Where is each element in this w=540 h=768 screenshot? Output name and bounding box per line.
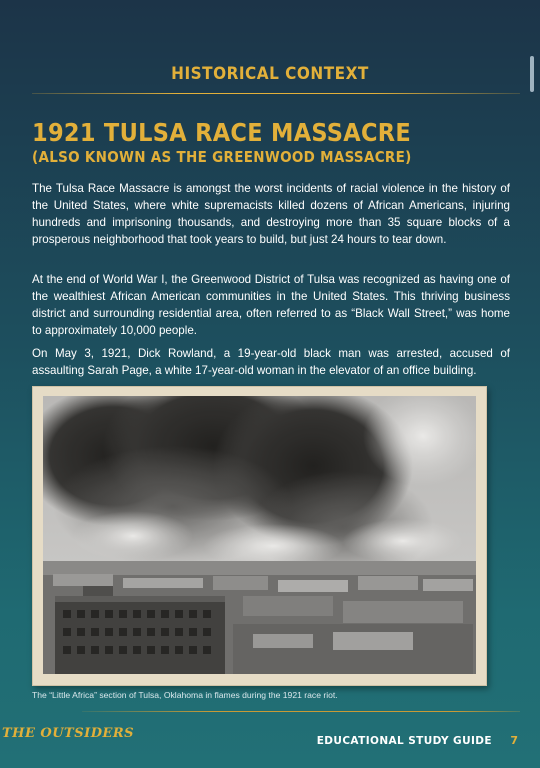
header-divider bbox=[32, 93, 520, 94]
footer-guide-label: EDUCATIONAL STUDY GUIDE bbox=[316, 735, 492, 747]
historical-photo bbox=[32, 386, 487, 686]
page-number: 7 bbox=[510, 734, 518, 747]
photo-caption: The “Little Africa” section of Tulsa, Oklahoma in flames during the 1921 race riot. bbox=[32, 690, 338, 700]
outsiders-logo bbox=[2, 726, 134, 741]
logo-text: THE OUTSIDERS bbox=[2, 726, 135, 741]
tulsa-fire-photo-image bbox=[43, 396, 476, 674]
footer-divider bbox=[82, 711, 520, 712]
paragraph-intro: The Tulsa Race Massacre is amongst the worst incidents of racial violence in the history of the United States, where white supremacists killed dozens of African Americans, injuring hundreds and imprisoning thousands, and destroying more than 35 square blocks of a prosperous neighborhood that took years to build, but just 24 hours to tear down. bbox=[32, 182, 510, 246]
section-header: HISTORICAL CONTEXT bbox=[171, 64, 369, 84]
paragraph-greenwood: At the end of World War I, the Greenwood District of Tulsa was recognized as having one of the wealthiest African American communities in the United States. This thriving business district and surrounding residential area, often referred to as “Black Wall Street,” was home to approximately 10,000 people. bbox=[32, 273, 510, 337]
paragraph-arrest: On May 3, 1921, Dick Rowland, a 19-year-old black man was arrested, accused of assaulting Sarah Page, a white 17-year-old woman in the elevator of an office building. bbox=[32, 347, 510, 377]
page-title: 1921 TULSA RACE MASSACRE bbox=[32, 118, 412, 147]
page-subtitle: (ALSO KNOWN AS THE GREENWOOD MASSACRE) bbox=[32, 148, 412, 166]
